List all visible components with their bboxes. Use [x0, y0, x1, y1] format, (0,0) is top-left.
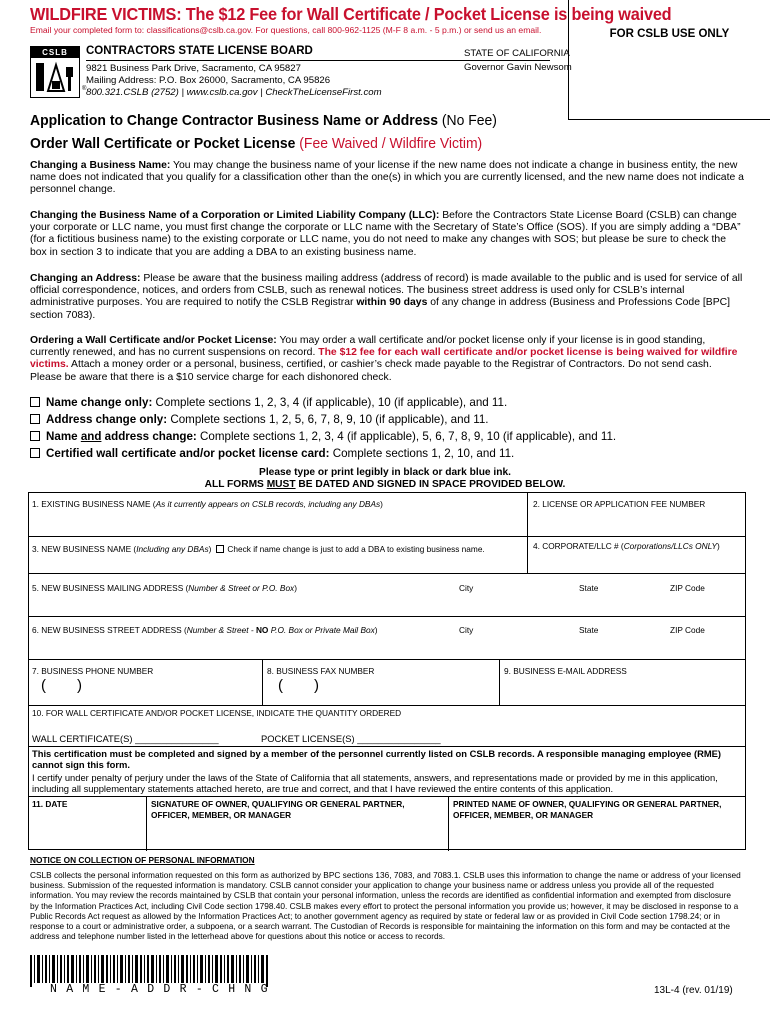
privacy-heading: NOTICE ON COLLECTION OF PERSONAL INFORMATION — [30, 855, 255, 865]
paragraph-text: Attach a money order or a personal, business, certified, or cashier’s check made payable to the Registrar of Contractors. Do not send cash. Please be aware that there is a $10 service charge for each dishonored check. — [30, 359, 712, 383]
option-text: Complete sections 1, 2, 5, 6, 7, 8, 9, 10 (if applicable), and 11. — [167, 413, 489, 426]
row-divider — [29, 573, 745, 574]
paragraph-text: Please be aware that the business mailing address (address of record) is made available to the public and is used for service of all official correspondence, notices, and orders from CSLB, such as renewal notices. The business street address is used only for CSLB’s internal administrative purposes. You are required to notify the CSLB Registrar — [30, 273, 743, 309]
checkbox-icon[interactable] — [30, 397, 40, 407]
mailing-city-label: City — [459, 583, 474, 593]
state-name: STATE OF CALIFORNIA — [464, 48, 570, 59]
row-divider — [29, 796, 745, 797]
new-business-name-label — [32, 544, 485, 554]
registered-mark: ® — [82, 86, 87, 92]
email-label: 9. BUSINESS E-MAIL ADDRESS — [504, 666, 627, 676]
change-options — [30, 394, 616, 462]
option-text: Complete sections 1, 2, 10, and 11. — [329, 447, 515, 460]
label-italic: Including any DBAs — [136, 544, 209, 554]
street-address: 9821 Business Park Drive, Sacramento, CA 95827 — [86, 63, 301, 74]
street-state-label: State — [579, 625, 599, 635]
option-text: Complete sections 1, 2, 3, 4 (if applicable), 5, 6, 7, 8, 9, 10 (if applicable), and 11. — [196, 430, 617, 443]
row-divider — [29, 536, 745, 537]
corporate-llc-label — [533, 541, 720, 551]
cslb-logo — [30, 46, 80, 98]
dba-checkbox[interactable] — [216, 545, 224, 553]
paragraph-label: Changing an Address: — [30, 273, 141, 284]
option-label: Name — [46, 430, 81, 443]
label-text: 3. NEW BUSINESS NAME ( — [32, 544, 137, 554]
row-divider — [29, 659, 745, 660]
row-divider — [29, 746, 745, 747]
col-divider — [499, 659, 500, 705]
phone-paren-close: ) — [77, 677, 82, 694]
paragraph-text: You may order a wall certificate and/or pocket license only if your license is in good standing, currently renewed, and has no current suspensions on record. — [30, 335, 706, 359]
fax-label: 8. BUSINESS FAX NUMBER — [267, 666, 375, 676]
certification-requirement: This certification must be completed and signed by a member of the personnel currently listed on CSLB records. A responsible managing employee (RME) cannot sign this form. — [32, 748, 722, 771]
mailing-zip-label: ZIP Code — [670, 583, 705, 593]
application-form — [28, 492, 746, 850]
barcode-text: N A M E - A D D R - C H N G — [50, 983, 269, 996]
option-text: Complete sections 1, 2, 3, 4 (if applicable), 10 (if applicable), and 11. — [152, 396, 508, 409]
fee-waived-notice: The $12 fee for each wall certificate and/or pocket license is being waived for wildfire victims. — [30, 347, 738, 371]
contact-line: 800.321.CSLB (2752) | www.cslb.ca.gov | CheckTheLicenseFirst.com — [86, 87, 382, 98]
fax-paren-open: ( — [278, 677, 283, 694]
label-text: ) — [717, 541, 720, 551]
form-title-note: (No Fee) — [437, 112, 497, 129]
option-certificate[interactable] — [30, 445, 616, 462]
privacy-text: CSLB collects the personal information requested on this form as authorized by BPC sections 136, 7083, and 7083.1. CSLB uses this information to change the name or address of your licensed business. Submission of the requested information is mandatory. CSLB cannot consider your application to change your business name or address unless you provide all of the requested information. You may review the records maintained by CSLB that contain your personal information, unless the records are identified as confidential information and exempted from disclosure by the Information Practices Act, including Civil Code section 1798.40. CSLB makes every effort to protect the personal information you provide us; however, it may be disclosed in response to a Public Records Act request as allowed by the Information Practices Act; to another government agency as required by state or federal law or as provided in Civil Code section 1798.24; or in response to a court or administrative order, a subpoena, or a search warrant. The Custodian of Records is responsible for maintaining the information on this form and may be contacted at the address and telephone number listed in the letterhead above for questions about this notice or access to records. — [30, 870, 741, 942]
printed-name-label: PRINTED NAME OF OWNER, QUALIFYING OR GENERAL PARTNER, OFFICER, MEMBER, OR MANAGER — [453, 799, 722, 820]
paragraph-name-change — [30, 160, 745, 197]
option-label: Address change only: — [46, 413, 168, 426]
logo-text: CSLB — [31, 47, 79, 58]
mailing-address-label — [32, 583, 297, 593]
checkbox-icon[interactable] — [30, 414, 40, 424]
checkbox-icon[interactable] — [30, 431, 40, 441]
option-label: Certified wall certificate and/or pocket license card: — [46, 447, 330, 460]
phone-label: 7. BUSINESS PHONE NUMBER — [32, 666, 154, 676]
notice-text: BE DATED AND SIGNED IN SPACE PROVIDED BELOW. — [295, 479, 566, 490]
wildfire-banner-title: WILDFIRE VICTIMS: The $12 Fee for Wall Certificate / Pocket License is being waived — [30, 4, 672, 24]
form-subtitle-note: (Fee Waived / Wildfire Victim) — [295, 135, 483, 152]
pocket-license-quantity[interactable]: POCKET LICENSE(S) ________________ — [261, 733, 441, 744]
paragraph-text: Before the Contractors State License Board (CSLB) can change your corporate or LLC name, you must first change the corporate or LLC name with the Secretary of State’s Office (SOS). If you are simply adding a “DBA” (for a fictitious business name) to the existing corporate or LLC name, you do not need to make any changes with SOS; but please be sure to check the box in section 3 to indicate that you are adding a DBA to an existing business name. — [30, 210, 741, 258]
label-text: 6. NEW BUSINESS STREET ADDRESS ( — [32, 625, 187, 635]
form-subtitle-main: Order Wall Certificate or Pocket License — [30, 135, 296, 152]
col-divider — [527, 493, 528, 573]
paragraph-label: Ordering a Wall Certificate and/or Pocket License: — [30, 335, 277, 346]
form-title — [30, 112, 497, 129]
paragraph-label: Changing the Business Name of a Corporation or Limited Liability Company (LLC): — [30, 210, 440, 221]
paragraph-text: of any change in address (Business and Professions Code [BPC] section 7083). — [30, 297, 731, 321]
checkbox-icon[interactable] — [30, 448, 40, 458]
label-italic: Number & Street - — [186, 625, 256, 635]
date-label: 11. DATE — [32, 799, 68, 809]
option-address-change[interactable] — [30, 411, 616, 428]
wall-certificate-quantity[interactable]: WALL CERTIFICATE(S) ________________ — [32, 733, 219, 744]
row-divider — [29, 616, 745, 617]
form-title-main: Application to Change Contractor Business Name or Address — [30, 112, 438, 129]
street-city-label: City — [459, 625, 474, 635]
label-italic: Number & Street or P.O. Box — [188, 583, 295, 593]
letterhead-divider — [86, 60, 550, 61]
phone-paren-open: ( — [41, 677, 46, 694]
existing-business-name-label — [32, 499, 383, 509]
label-bold: NO — [255, 625, 269, 635]
paragraph-corp-llc — [30, 210, 745, 259]
notice-text: ALL FORMS — [204, 479, 267, 490]
dba-checkbox-label: Check if name change is just to add a DBA to existing business name. — [227, 544, 485, 554]
mailing-address: Mailing Address: P.O. Box 26000, Sacramento, CA 95826 — [86, 75, 331, 86]
notice-must: MUST — [266, 479, 296, 490]
label-italic: As it currently appears on CSLB records, including any DBAs — [155, 499, 381, 509]
cslb-use-only-box — [568, 0, 770, 120]
label-italic: P.O. Box or Private Mail Box — [268, 625, 375, 635]
street-address-label — [32, 625, 378, 635]
label-text: ) — [294, 583, 297, 593]
label-text: ) — [374, 625, 378, 635]
governor-name: Governor Gavin Newsom — [464, 62, 572, 73]
option-name-and-address[interactable] — [30, 428, 616, 445]
col-divider — [262, 659, 263, 705]
label-text: ) — [208, 544, 212, 554]
label-italic: Corporations/LLCs ONLY — [623, 541, 717, 551]
street-zip-label: ZIP Code — [670, 625, 705, 635]
mailing-state-label: State — [579, 583, 599, 593]
paragraph-wall-certificate — [30, 335, 745, 384]
signature-label: SIGNATURE OF OWNER, QUALIFYING OR GENERAL PARTNER, OFFICER, MEMBER, OR MANAGER — [151, 799, 405, 820]
label-text: 5. NEW BUSINESS MAILING ADDRESS ( — [32, 583, 189, 593]
label-text: 1. EXISTING BUSINESS NAME ( — [32, 499, 156, 509]
wildfire-banner-subtitle: Email your completed form to: classifications@cslb.ca.gov. For questions, call 800-962-1125 (M-F 8 a.m. - 5 p.m.) or send us an email. — [30, 25, 542, 35]
fax-paren-close: ) — [314, 677, 319, 694]
col-divider — [448, 796, 449, 851]
certification-statement: I certify under penalty of perjury under the laws of the State of California that all statements, answers, and representations made or provided by me in this application, including all supplementary statements attached hereto, are true and correct, and that I have reviewed the entire contents of this application. — [32, 772, 718, 795]
label-text: 4. CORPORATE/LLC # ( — [533, 541, 624, 551]
quantity-label: 10. FOR WALL CERTIFICATE AND/OR POCKET LICENSE, INDICATE THE QUANTITY ORDERED — [32, 708, 402, 718]
cslb-use-only-label: FOR CSLB USE ONLY — [609, 28, 730, 40]
paragraph-label: Changing a Business Name: — [30, 160, 171, 171]
label-text: ) — [380, 499, 383, 509]
form-revision: 13L-4 (rev. 01/19) — [654, 985, 733, 996]
paragraph-text: You may change the business name of your license if the new name does not indicate a change in business entity, the new name does not indicated that you qualify for a classification other than the one(s) in which you are currently licensed, and the new name does not indicate a personnel change. — [30, 160, 744, 196]
form-subtitle — [30, 135, 482, 152]
option-label: address change: — [101, 430, 197, 443]
paragraph-address-change — [30, 273, 745, 322]
col-divider — [146, 796, 147, 851]
option-name-change[interactable] — [30, 394, 616, 411]
signature-notice — [0, 479, 770, 490]
paragraph-bold: within 90 days — [356, 297, 428, 309]
ink-notice: Please type or print legibly in black or dark blue ink. — [259, 467, 511, 478]
option-label-underline: and — [80, 430, 102, 443]
option-label: Name change only: — [46, 396, 153, 409]
agency-name: CONTRACTORS STATE LICENSE BOARD — [86, 45, 313, 57]
row-divider — [29, 705, 745, 706]
tools-icon — [34, 61, 76, 94]
license-number-label: 2. LICENSE OR APPLICATION FEE NUMBER — [533, 499, 706, 509]
